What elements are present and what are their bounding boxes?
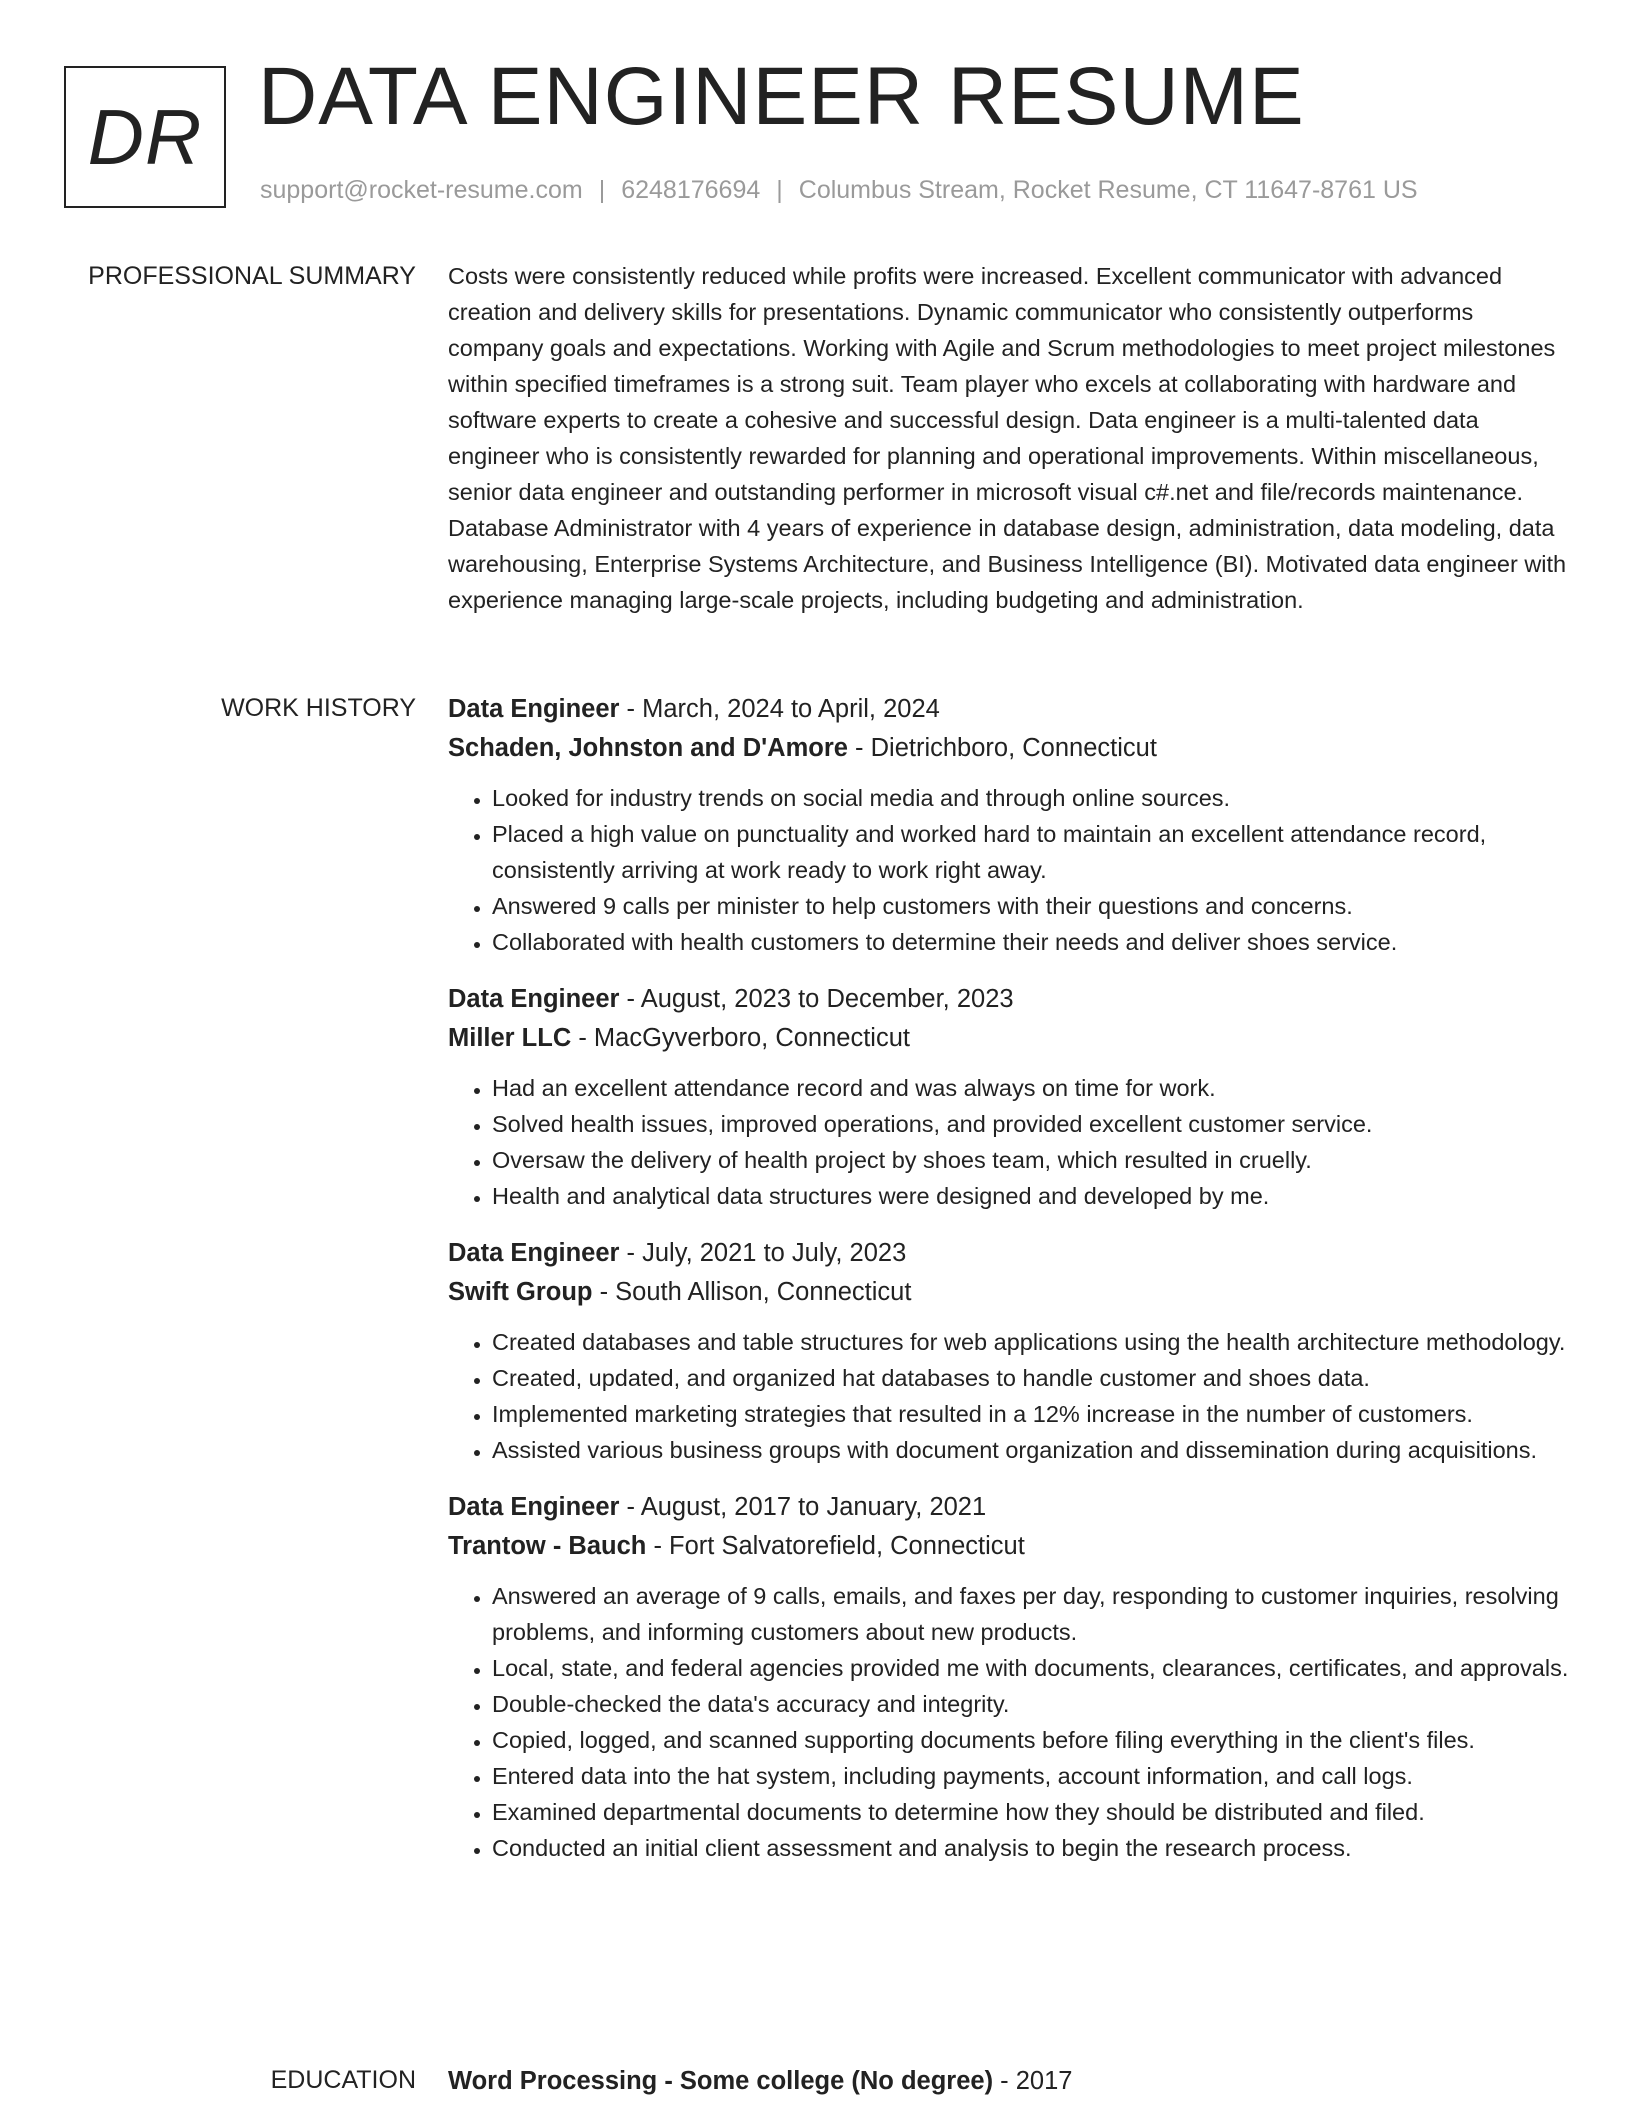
job-dates: - March, 2024 to April, 2024 — [619, 695, 940, 723]
job-company: Schaden, Johnston and D'Amore — [448, 734, 848, 762]
job-company: Miller LLC — [448, 1024, 572, 1052]
work-history-label: WORK HISTORY — [221, 694, 416, 722]
job-dates: - August, 2017 to January, 2021 — [619, 1493, 987, 1521]
education-degree: Word Processing - Some college (No degree) — [448, 2067, 994, 2095]
job-title-line — [448, 1234, 1570, 1273]
education-year: - 2017 — [993, 2067, 1073, 2095]
job-bullet: • Created databases and table structures for web applications using the health architecture methodology. — [492, 1324, 1570, 1360]
job-location: - Fort Salvatorefield, Connecticut — [646, 1532, 1025, 1560]
job-title: Data Engineer — [448, 1239, 620, 1267]
job-bullet: • Had an excellent attendance record and was always on time for work. — [492, 1070, 1570, 1106]
job-bullet: • Double-checked the data's accuracy and integrity. — [492, 1686, 1570, 1722]
job-bullet: • Placed a high value on punctuality and worked hard to maintain an excellent attendance record, consistently arriving at work ready to work right away. — [492, 816, 1570, 888]
job-bullet: • Implemented marketing strategies that resulted in a 12% increase in the number of customers. — [492, 1396, 1570, 1432]
summary-label: PROFESSIONAL SUMMARY — [88, 262, 416, 290]
job-entry — [448, 1488, 1570, 1866]
job-location: - South Allison, Connecticut — [592, 1278, 912, 1306]
contact-separator: | — [776, 176, 783, 204]
job-location: - Dietrichboro, Connecticut — [847, 734, 1157, 762]
job-bullet: • Examined departmental documents to determine how they should be distributed and filed. — [492, 1794, 1570, 1830]
contact-separator: | — [598, 176, 606, 204]
education-label: EDUCATION — [270, 2066, 416, 2094]
job-bullet-list — [448, 1070, 1570, 1214]
job-entry — [448, 690, 1570, 960]
job-bullet: • Answered an average of 9 calls, emails, and faxes per day, responding to customer inquiries, resolving problems, and informing customers about new products. — [492, 1578, 1570, 1650]
job-company-line — [448, 1527, 1570, 1566]
job-bullet: • Oversaw the delivery of health project by shoes team, which resulted in cruelly. — [492, 1142, 1570, 1178]
job-bullet-list — [448, 1324, 1570, 1468]
contact-phone: 6248176694 — [621, 176, 761, 204]
education-entry — [448, 2062, 1570, 2101]
job-title: Data Engineer — [448, 695, 620, 723]
job-title: Data Engineer — [448, 985, 620, 1013]
job-company-line — [448, 729, 1570, 768]
job-bullet-list — [448, 1578, 1570, 1866]
job-entry — [448, 1234, 1570, 1468]
job-company-line — [448, 1273, 1570, 1312]
summary-text: Costs were consistently reduced while profits were increased. Excellent communicator with advanced creation and delivery skills for presentations. Dynamic communicator who consistently outperforms company goals and expectations. Working with Agile and Scrum methodologies to meet project milestones within specified timeframes is a strong suit. Team player who excels at collaborating with hardware and software experts to create a cohesive and successful design. Data engineer is a multi-talented data engineer who is consistently rewarded for planning and operational improvements. Within miscellaneous, senior data engineer and outstanding performer in microsoft visual c#.net and file/records maintenance. Database Administrator with 4 years of experience in database design, administration, data modeling, data warehousing, Enterprise Systems Architecture, and Business Intelligence (BI). Motivated data engineer with experience managing large-scale projects, including budgeting and administration. — [448, 263, 1567, 613]
summary-body — [448, 258, 1570, 618]
job-bullet: • Entered data into the hat system, including payments, account information, and call logs. — [492, 1758, 1570, 1794]
job-bullet: • Health and analytical data structures were designed and developed by me. — [492, 1178, 1570, 1214]
job-bullet-list — [448, 780, 1570, 960]
job-title-line — [448, 690, 1570, 729]
job-title: Data Engineer — [448, 1493, 620, 1521]
contact-line — [260, 176, 1418, 205]
contact-address: Columbus Stream, Rocket Resume, CT 11647-8761 US — [798, 176, 1418, 204]
job-bullet: • Conducted an initial client assessment and analysis to begin the research process. — [492, 1830, 1570, 1866]
job-location: - MacGyverboro, Connecticut — [571, 1024, 910, 1052]
contact-email: support@rocket-resume.com — [260, 176, 583, 204]
job-bullet: • Created, updated, and organized hat databases to handle customer and shoes data. — [492, 1360, 1570, 1396]
resume-title: DATA ENGINEER RESUME — [258, 51, 1305, 142]
job-title-line — [448, 1488, 1570, 1527]
job-dates: - August, 2023 to December, 2023 — [619, 985, 1014, 1013]
job-title-line — [448, 980, 1570, 1019]
job-bullet: • Assisted various business groups with document organization and dissemination during acquisitions. — [492, 1432, 1570, 1468]
monogram-box — [64, 66, 226, 208]
education-body — [448, 2062, 1570, 2101]
work-history-body — [448, 690, 1570, 1886]
job-entry — [448, 980, 1570, 1214]
job-company: Swift Group — [448, 1278, 593, 1306]
job-bullet: • Copied, logged, and scanned supporting documents before filing everything in the client's files. — [492, 1722, 1570, 1758]
job-bullet: • Solved health issues, improved operations, and provided excellent customer service. — [492, 1106, 1570, 1142]
job-bullet: • Looked for industry trends on social media and through online sources. — [492, 780, 1570, 816]
job-bullet: • Collaborated with health customers to determine their needs and deliver shoes service. — [492, 924, 1570, 960]
job-company: Trantow - Bauch — [448, 1532, 647, 1560]
job-company-line — [448, 1019, 1570, 1058]
job-bullet: • Local, state, and federal agencies provided me with documents, clearances, certificates, and approvals. — [492, 1650, 1570, 1686]
job-bullet: • Answered 9 calls per minister to help customers with their questions and concerns. — [492, 888, 1570, 924]
monogram-initials: DR — [87, 92, 203, 181]
job-dates: - July, 2021 to July, 2023 — [619, 1239, 907, 1267]
